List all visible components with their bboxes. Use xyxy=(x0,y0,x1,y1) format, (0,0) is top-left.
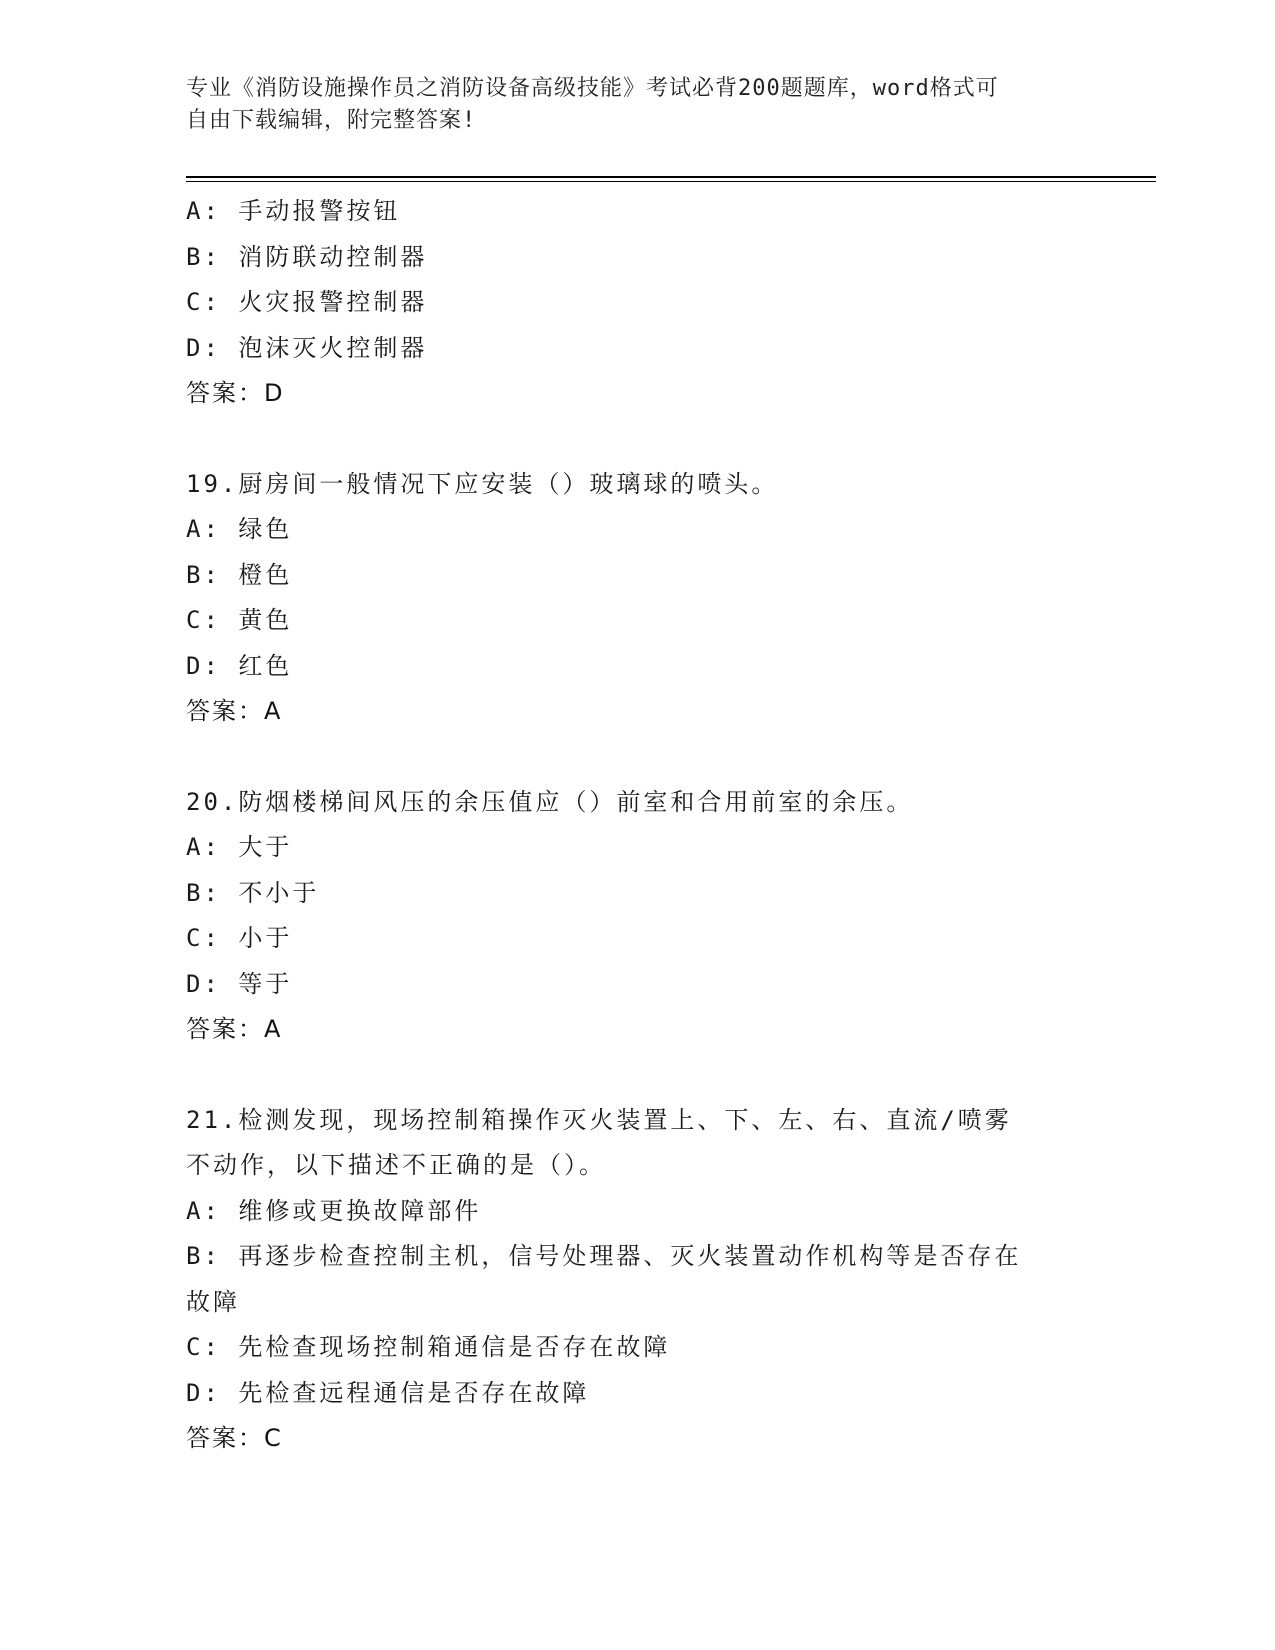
option-a: A: 手动报警按钮 xyxy=(186,197,401,225)
spacer xyxy=(186,1053,1086,1098)
option-a: A: 绿色 xyxy=(186,515,293,543)
header-line-1: 专业《消防设施操作员之消防设备高级技能》考试必背200题题库，word格式可 xyxy=(186,76,999,101)
question-stem-line-2: 不动作，以下描述不正确的是（）。 xyxy=(186,1151,606,1179)
answer-label: 答案：D xyxy=(186,379,285,407)
option-d: D: 先检查远程通信是否存在故障 xyxy=(186,1378,590,1407)
question-20 xyxy=(186,780,1086,1053)
spacer xyxy=(186,417,1086,462)
question-stem: 20.防烟楼梯间风压的余压值应（）前室和合用前室的余压。 xyxy=(186,787,914,816)
option-d: D: 红色 xyxy=(186,651,293,680)
option-b: B: 橙色 xyxy=(186,560,293,589)
option-a: A: 大于 xyxy=(186,833,293,861)
answer-label: 答案：C xyxy=(186,1424,283,1452)
question-list xyxy=(186,189,1086,1462)
header-line-2: 自由下载编辑，附完整答案! xyxy=(186,108,477,133)
answer-label: 答案：A xyxy=(186,697,283,725)
option-b: B: 消防联动控制器 xyxy=(186,242,428,271)
option-c: C: 先检查现场控制箱通信是否存在故障 xyxy=(186,1333,671,1361)
option-b: B: 不小于 xyxy=(186,878,320,907)
spacer xyxy=(186,735,1086,780)
option-d: D: 泡沫灭火控制器 xyxy=(186,333,428,362)
document-header xyxy=(186,73,1066,137)
answer-label: 答案：A xyxy=(186,1015,283,1043)
question-18 xyxy=(186,189,1086,417)
option-b-continued: 故障 xyxy=(186,1287,240,1316)
header-divider-thick xyxy=(186,176,1156,178)
option-b: B: 再逐步检查控制主机，信号处理器、灭火装置动作机构等是否存在 xyxy=(186,1242,1022,1270)
question-stem: 19.厨房间一般情况下应安装（）玻璃球的喷头。 xyxy=(186,469,779,498)
option-d: D: 等于 xyxy=(186,969,293,998)
question-21 xyxy=(186,1098,1086,1462)
option-c: C: 黄色 xyxy=(186,606,293,634)
question-stem-line-1: 21.检测发现，现场控制箱操作灭火装置上、下、左、右、直流/喷雾 xyxy=(186,1105,1012,1134)
question-19 xyxy=(186,462,1086,735)
option-c: C: 小于 xyxy=(186,924,293,952)
header-divider-thin xyxy=(186,181,1156,182)
option-c: C: 火灾报警控制器 xyxy=(186,288,428,316)
option-a: A: 维修或更换故障部件 xyxy=(186,1196,482,1225)
